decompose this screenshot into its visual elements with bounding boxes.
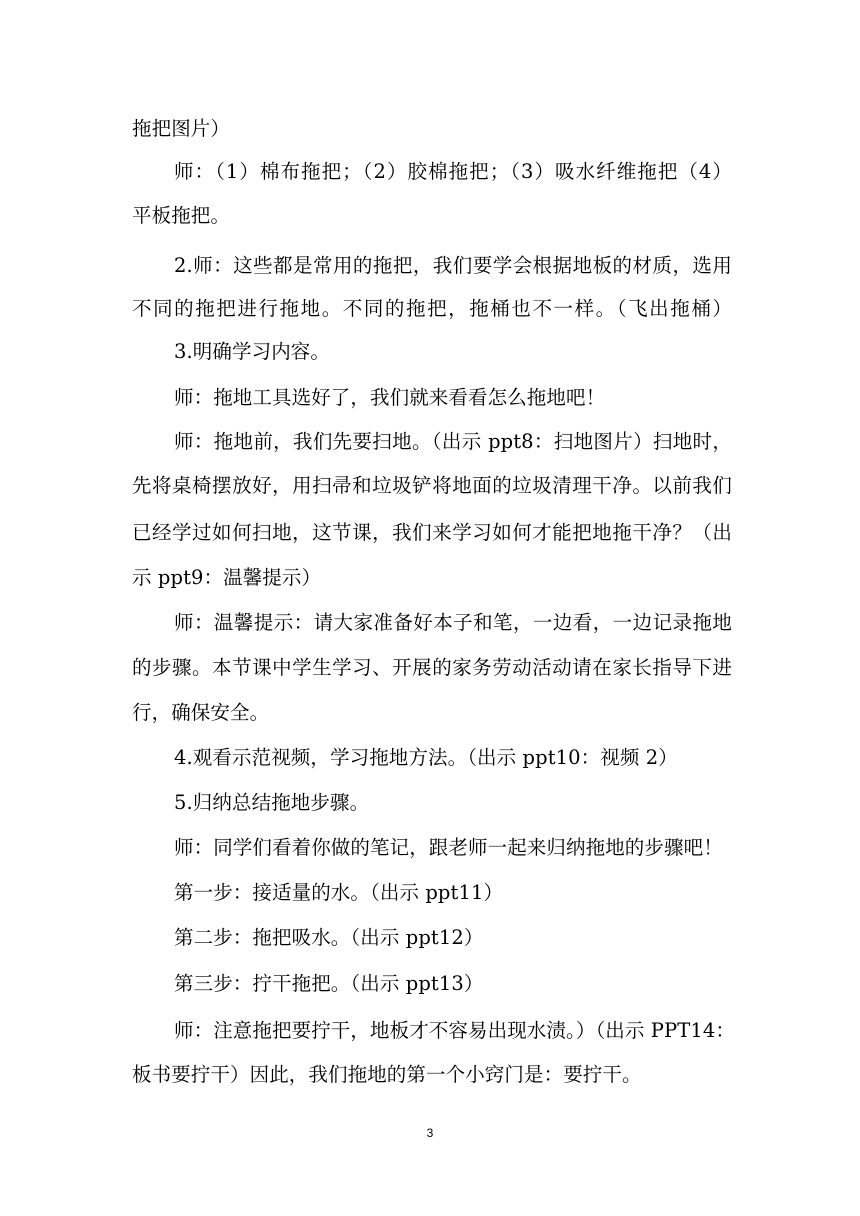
text-line: 师：拖地前，我们先要扫地。（出示 ppt8：扫地图片）扫地时，: [174, 430, 732, 453]
text-line: 4.观看示范视频，学习拖地方法。（出示 ppt10：视频 2）: [174, 746, 678, 769]
text-line: 5.归纳总结拖地步骤。: [174, 791, 370, 814]
text-line: 师：同学们看着你做的笔记，跟老师一起来归纳拖地的步骤吧！: [174, 836, 723, 859]
text-line: 板书要拧干）因此，我们拖地的第一个小窍门是：要拧干。: [132, 1063, 642, 1086]
text-line: 3.明确学习内容。: [174, 340, 331, 363]
text-line: 第一步：接适量的水。（出示 ppt11）: [174, 881, 504, 904]
text-line: 2.师：这些都是常用的拖把，我们要学会根据地板的材质，选用: [174, 254, 732, 277]
text-line: 第二步：拖把吸水。（出示 ppt12）: [174, 926, 484, 949]
text-line: 师：温馨提示：请大家准备好本子和笔，一边看，一边记录拖地: [174, 611, 732, 634]
page-number: 3: [426, 1126, 434, 1140]
text-line: 师：注意拖把要拧干，地板才不容易出现水渍。）（出示 PPT14：: [174, 1019, 735, 1042]
text-line: 的步骤。本节课中学生学习、开展的家务劳动活动请在家长指导下进: [132, 656, 732, 679]
text-line: 示 ppt9：温馨提示）: [132, 566, 322, 589]
text-line: 不同的拖把进行拖地。不同的拖把，拖桶也不一样。（飞出拖桶）: [132, 297, 732, 320]
text-line: 第三步：拧干拖把。（出示 ppt13）: [174, 972, 484, 995]
text-line: 师：拖地工具选好了，我们就来看看怎么拖地吧！: [174, 386, 606, 409]
text-line: 师：（1）棉布拖把；（2）胶棉拖把；（3）吸水纤维拖把（4）: [174, 160, 732, 183]
text-line: 先将桌椅摆放好，用扫帚和垃圾铲将地面的垃圾清理干净。以前我们: [132, 474, 732, 497]
text-line: 行，确保安全。: [132, 701, 270, 724]
text-line: 拖把图片）: [132, 117, 231, 140]
text-line: 已经学过如何扫地，这节课，我们来学习如何才能把地拖干净？（出: [132, 521, 732, 544]
text-line: 平板拖把。: [132, 204, 231, 227]
